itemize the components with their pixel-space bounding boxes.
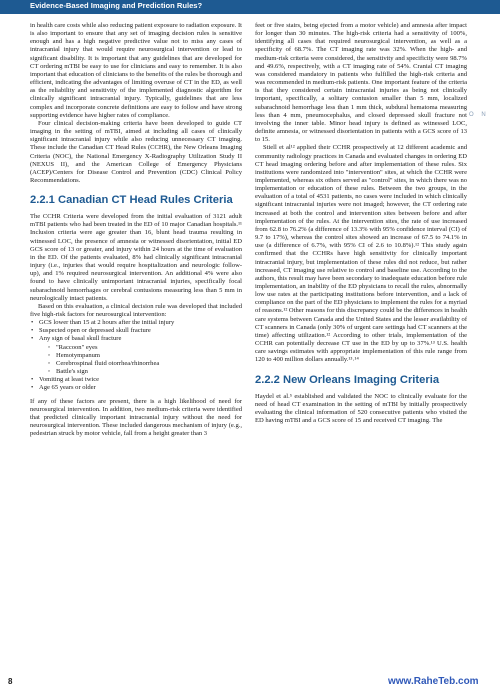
list-item: • GCS lower than 15 at 2 hours after the initial injury	[30, 319, 242, 327]
list-item-label: Any sign of basal skull fracture	[39, 335, 122, 343]
high-risk-criteria-list	[30, 319, 242, 392]
list-item: • Vomiting at least twice	[30, 376, 242, 384]
sub-list-item: ◦ "Raccoon" eyes	[39, 344, 242, 352]
sub-list-item: ◦ Cerebrospinal fluid otorrhea/rhinorrhea	[39, 360, 242, 368]
paragraph: Haydel et al.⁵ established and validated the NOC to clinically evaluate for the need of head CT examination in the setting of mTBI by initially prospectively evaluating the clinical information of 520 consecutive patients who visited the ED having mTBI and a GCS score of 15 and received CT imaging. The	[255, 392, 467, 425]
sub-list-item: ◦ Battle's sign	[39, 368, 242, 376]
paragraph: Stiell et al¹² applied their CCHR prospectively at 12 different academic and community radiology practices in Canada and evaluated changes in ordering ED CT head imaging ordering before and after implementation of these rules. Six institutions were randomized into "intervention" sites, at which the CCHR were implemented, whereas six others served as "control" sites, in which there was no implementation or education of these rules. Between the two groups, in the evaluation of a total of 4531 patients, no cases were included in which clinically significant intracranial injuries were not imaged; however, the CT ordering rate increased at both the control and intervention sites between before and after implementation of the rules. At the intervention sites, the rate of use increased from 62.8 to 76.2% (a difference of 13.3% with 95% confidence interval (CI) of 9.7 to 17%), whereas the control sites showed an increase of 67.5 to 74.1% in use (a difference of 6.7%, with 95% CI of 2.6 to 10.8%).¹² This study again confirmed that the CCHRs have high sensitivity for clinically important intracranial injury, but implementation of these rules did not reduce, but rather increased, CT imaging use relative to control and baseline use. According to the authors, this result may have been secondary to inadequate education before rule implementation, an inability of the ED physicians to recall the rules, abnormally low use rates at the participating institutions before intervention, and a lack of compliance on the part of the ED physicians to implement the rules for a myriad of reasons.¹² Other reasons for this discrepancy could be the differences in health care systems between Canada and the United States and the lesser availability of CT scanners in Canada (only 30% of urgent care settings had CT scanners at the time) affecting utilization.¹² According to other trials, implementation of the CCHR can potentially decrease CT use in the ED by up to 37%.¹³ U.S. health care savings estimates with appropriate implementation of this rule range from 120 to 400 million dollars annually.¹³˒¹⁴	[255, 144, 467, 364]
running-header-title: Evidence-Based Imaging and Prediction Rules?	[30, 1, 203, 10]
margin-mark: O N	[469, 112, 489, 118]
paragraph: Based on this evaluation, a clinical decision rule was developed that included five high-risk factors for neurosurgical intervention:	[30, 302, 242, 318]
left-column	[30, 22, 242, 438]
list-item	[30, 335, 242, 376]
right-column	[255, 22, 467, 425]
section-heading-canadian-ct: 2.2.1 Canadian CT Head Rules Criteria	[30, 194, 233, 207]
running-header-bar	[0, 0, 500, 14]
paragraph: The CCHR Criteria were developed from the initial evaluation of 3121 adult mTBI patients who had been treated in the ED of 10 major Canadian hospitals.¹¹ Inclusion criteria were age greater than 16, blunt head trauma resulting in witnessed LOC, the presence of amnesia or witnessed disorientation, initial ED GCS score of 13 or greater, and injury within 24 hours at the time of evaluation in the ED. Of the patients evaluated, 8% had clinically significant intracranial injury (i.e., injuries that would require hospitalization and neurologic follow-up), and 1% required neurosurgical intervention. An additional 4% were also found to have clinically unimportant intracranial injuries, specifically focal subarachnoid hemorrhages or cerebral contusions measuring less than 5 mm in neurologically intact patients.	[30, 213, 242, 302]
sub-list-item: ◦ Hemotympanum	[39, 352, 242, 360]
section-heading-new-orleans: 2.2.2 New Orleans Imaging Criteria	[255, 373, 440, 386]
paragraph: If any of these factors are present, there is a high likelihood of need for neurosurgical intervention. In addition, two medium-risk criteria were identified that predicted clinically important intracranial injury without the need for neurosurgical intervention. These included dangerous mechanism of injury (e.g., pedestrian struck by motor vehicle, fall from a height greater than 3	[30, 397, 242, 438]
list-item: • Age 65 years or older	[30, 384, 242, 392]
paragraph: feet or five stairs, being ejected from a motor vehicle) and amnesia after impact for longer than 30 minutes. The high-risk criteria had a sensitivity of 100%, identifying all cases that required neurosurgical intervention, as well as a specificity of 68.7%. The CT imaging rate was 32%. When the high- and medium-risk criteria were considered, the sensitivity and specificity were 98.7% and 49.6%, respectively, with a CT imaging rate of 54%. Cranial CT imaging was considered mandatory in patients who fulfilled the high-risk criteria and was recommended in medium-risk patients. One important feature of the criteria is that they considered certain intracranial injuries as being not clinically important, specifically, a solitary contusion smaller than 5 mm, localized subarachnoid hemorrhage less than 1 mm thick, subdural hematoma measuring less than 4 mm, pneumocephalus, and closed depressed skull fracture not involving the inner table. Minor head injury is defined as witnessed LOC, definite amnesia, or witnessed disorientation in patients with a GCS score of 13 to 15.	[255, 22, 467, 144]
paragraph: in health care costs while also reducing patient exposure to radiation exposure. It is also important to ensure that any set of imaging decision rules is sensitive enough and has a high negative predictive value not to miss any cases of intracranial injury that would require neurosurgical intervention or lead to significant disability. It is important that any guidelines that are developed for CT ordering mTBI be easy to use for clinicians and easy to remember. It is also important that education of clinicians to the benefits of the rules be thorough and efficient, indicating the advantages of limiting overuse of CT in the ED, as well as the reliability and sensitivity of the implemented diagnostic algorithm for clinically significant intracranial injury. Typically, guidelines that are less complex and incorporate concrete definitions are easy to follow and have strong supporting evidence have higher rates of compliance.	[30, 22, 242, 119]
basal-skull-signs-list	[39, 344, 242, 377]
watermark-url[interactable]: www.RaheTeb.com	[388, 676, 479, 687]
paragraph: Four clinical decision-making criteria have been developed to guide CT imaging in the setting of mTBI, aimed at including all cases of clinically significant intracranial injury while also reducing unnecessary CT imaging. These include the Canadian CT Head Rules (CCHR), the New Orleans Imaging Criteria (NOC), the National Emergency X-Radiography Utilization Study II (NEXUS II), and the American College of Emergency Physicians (ACEP)/Centers for Disease Control and Prevention (CDC) Clinical Policy Recommendations.	[30, 119, 242, 184]
page-number: 8	[8, 677, 13, 686]
list-item: • Suspected open or depressed skull fracture	[30, 327, 242, 335]
